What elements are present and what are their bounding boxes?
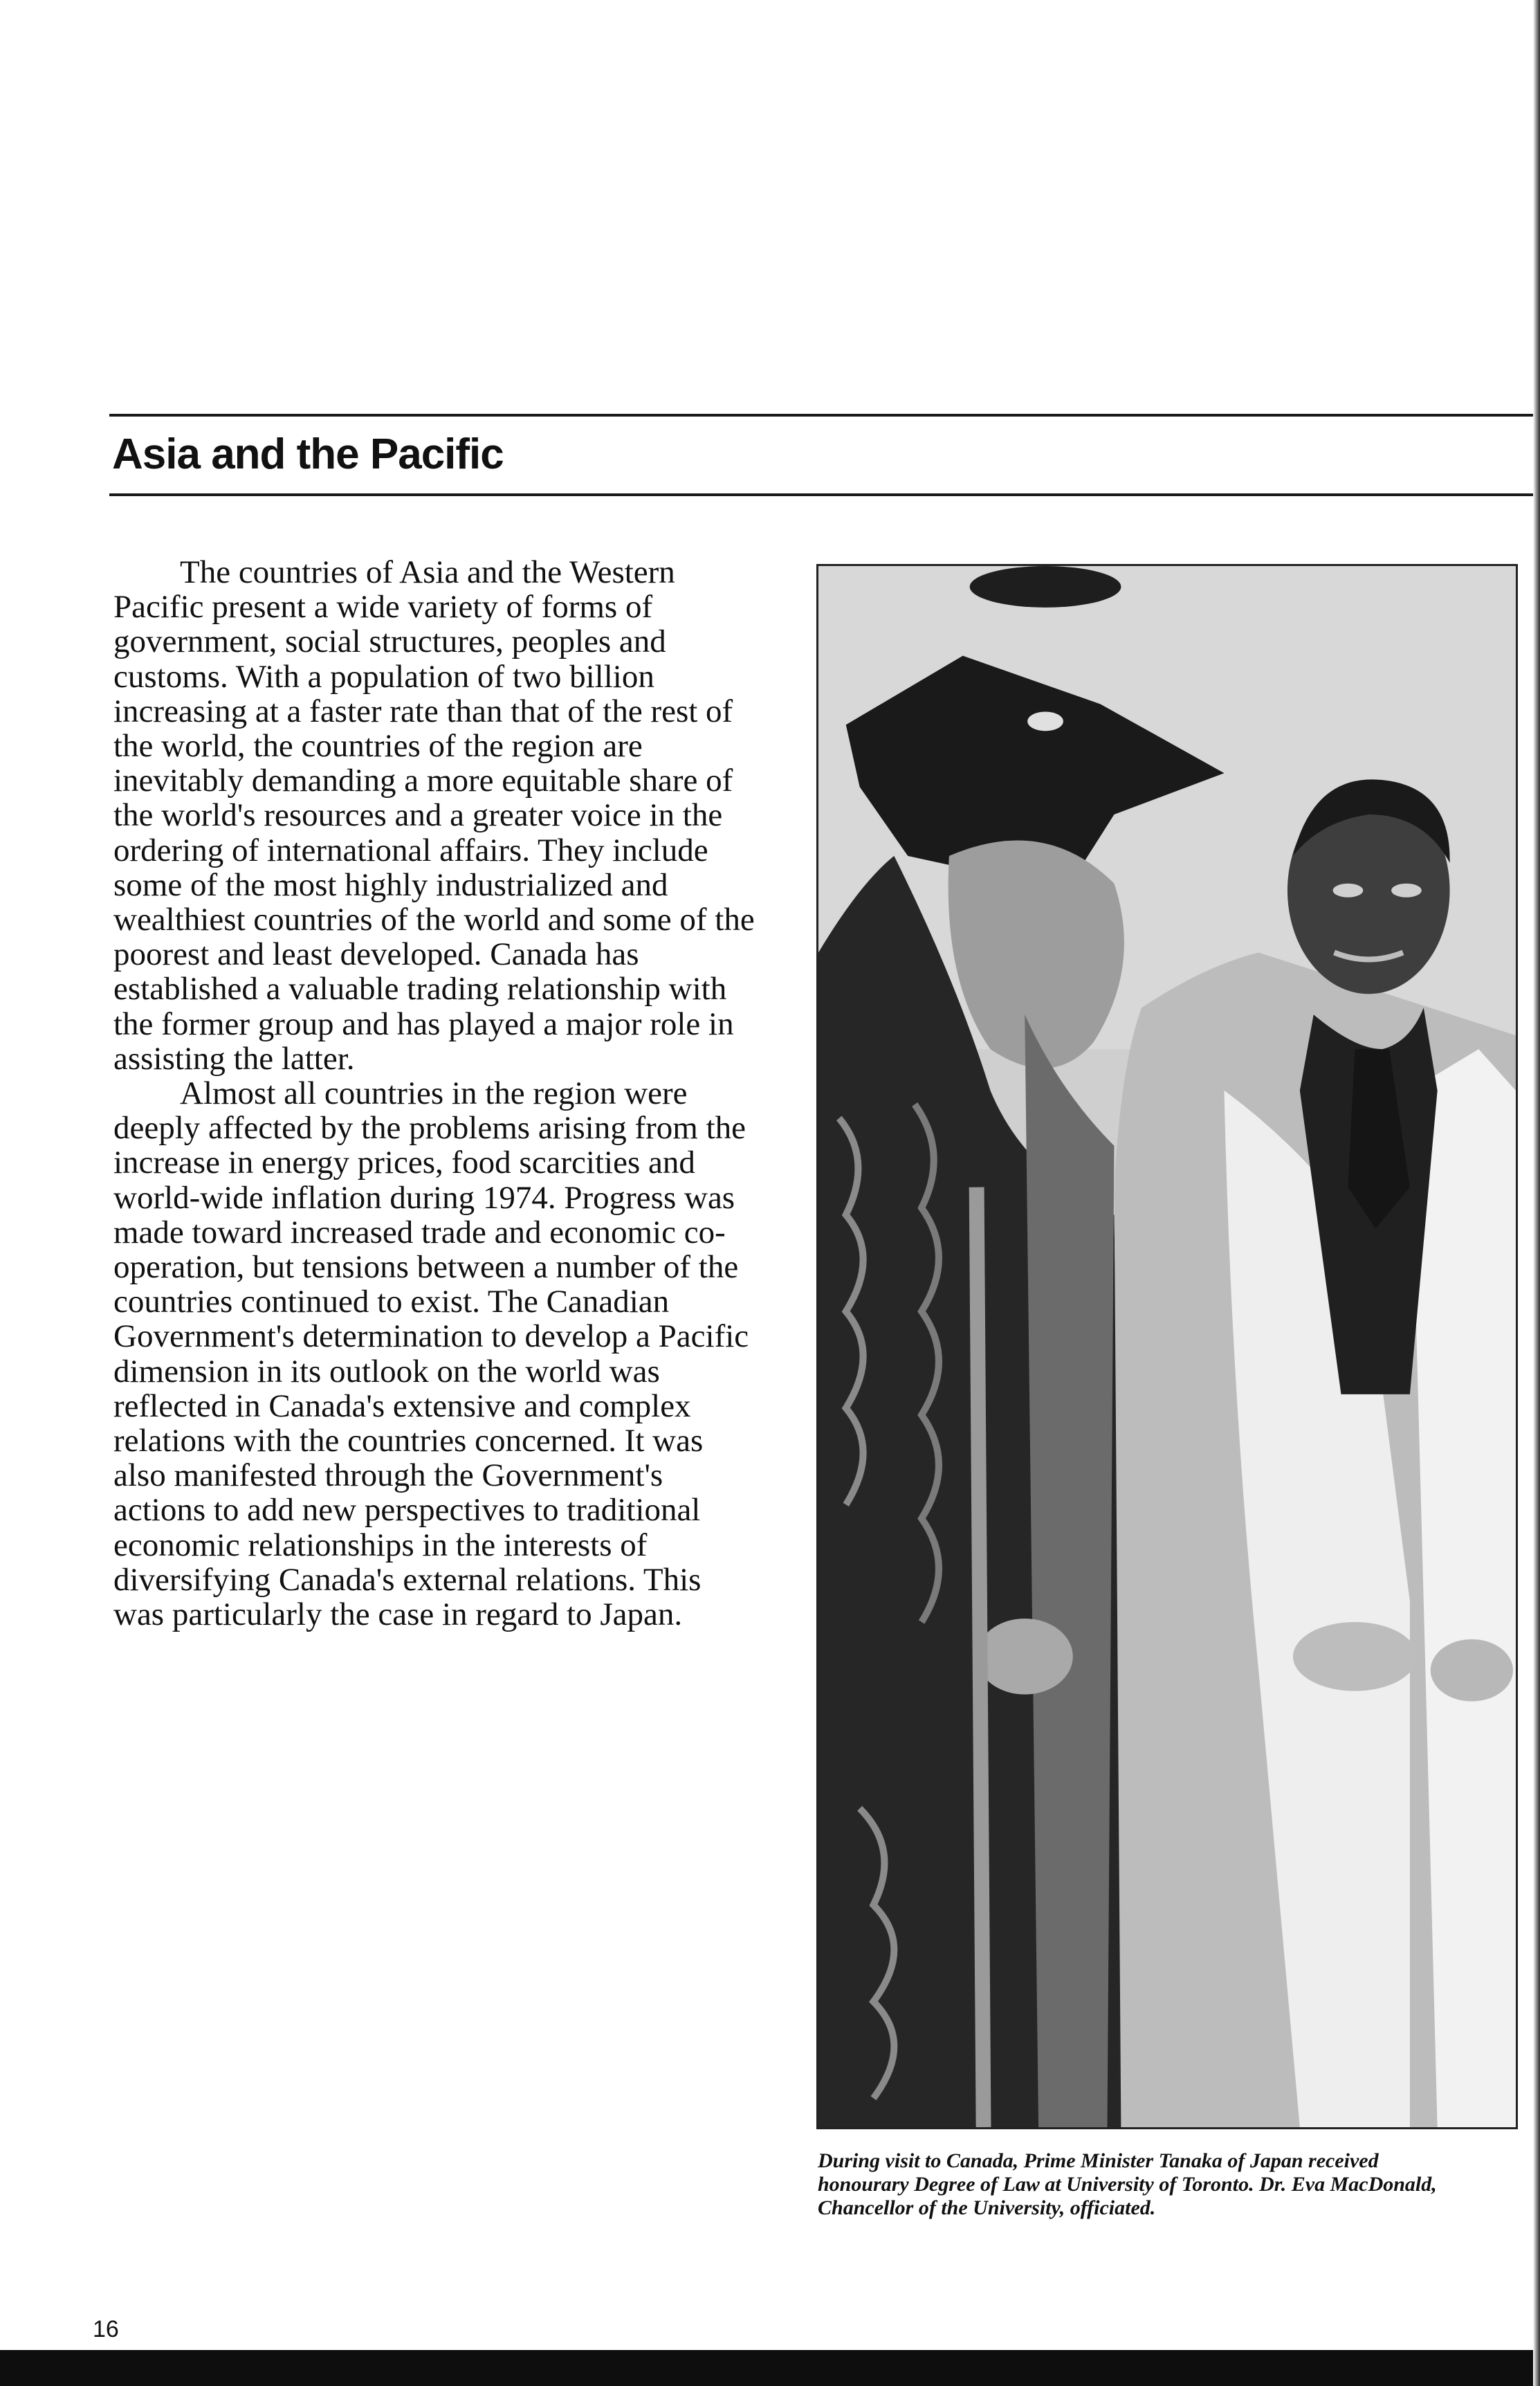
page-number: 16 — [93, 2316, 119, 2342]
photo-illustration — [818, 566, 1516, 2127]
header-rule-bottom — [109, 493, 1540, 496]
scan-border-bottom — [0, 2350, 1540, 2386]
header-rule-top — [109, 414, 1540, 417]
convocation-photo — [816, 564, 1518, 2129]
body-paragraph: The countries of Asia and the Western Pacific present a wide variety of forms of government, social structures, peoples and customs. With a population of two billion increasing at a faster rate than that of the rest of the world, the countries of the region are inevitably demanding a more equitable share of the world's resources and a greater voice in the ordering of international affairs. They include some of the most highly industrialized and wealthiest countries of the world and some of the poorest and least developed. Canada has established a valuable trading relationship with the former group and has played a major role in assisting the latter. — [113, 554, 755, 1077]
body-paragraph: Almost all countries in the region were deeply affected by the problems arising from the increase in energy prices, food scarcities and world-wide inflation during 1974. Progress was made toward increased trade and economic co-operation, but tensions between a number of the countries continued to exist. The Canadian Government's determination to develop a Pacific dimension in its outlook on the world was reflected in Canada's extensive and complex relations with the countries concerned. It was also manifested through the Government's actions to add new perspectives to traditional economic relationships in the interests of diversifying Canada's external relations. This was particularly the case in regard to Japan. — [113, 1075, 749, 1633]
scan-border-right — [1533, 0, 1540, 2386]
section-title: Asia and the Pacific — [112, 430, 504, 478]
photo-caption: During visit to Canada, Prime Minister Tanaka of Japan received honourary Degree of Law at University of Toronto. Dr. Eva MacDonald, Chancellor of the University, officiated. — [818, 2149, 1437, 2219]
body-text — [113, 555, 757, 1632]
